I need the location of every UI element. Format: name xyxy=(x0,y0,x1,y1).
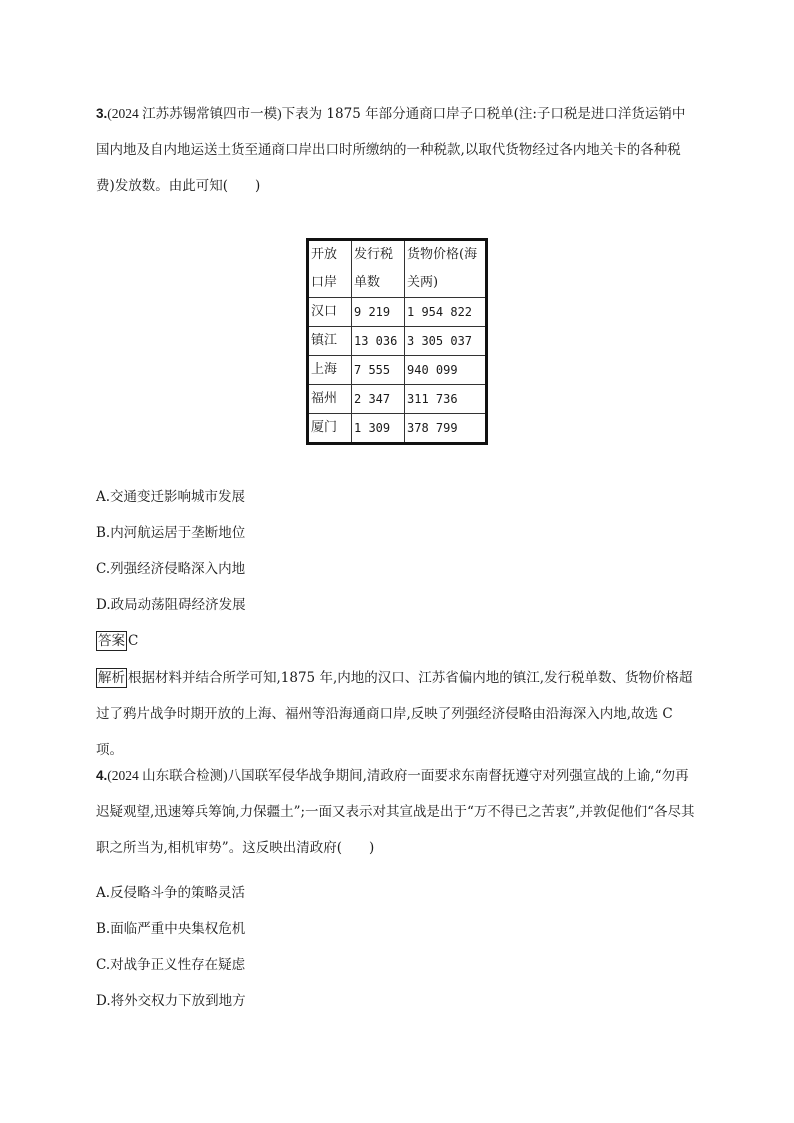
cell-port: 上海 xyxy=(308,356,352,385)
cell-tax-count: 13 036 xyxy=(352,327,405,356)
cell-tax-count: 2 347 xyxy=(352,385,405,414)
option-b: B.内河航运居于垄断地位 xyxy=(96,525,246,541)
cell-port: 镇江 xyxy=(308,327,352,356)
option-a: A.反侵略斗争的策略灵活 xyxy=(96,885,246,901)
cell-goods-value: 311 736 xyxy=(405,385,487,414)
answer-value: C xyxy=(128,633,139,649)
cell-port: 汉口 xyxy=(308,298,352,327)
question-number: 4. xyxy=(96,768,108,783)
option-c: C.对战争正义性存在疑虑 xyxy=(96,957,246,973)
question-text: 下表为 1875 年部分通商口岸子口税单(注:子口税是进口洋货运销中国内地及自内地运送土货至通商口岸出口时所缴纳的一种税款,以取代货物经过各内地关卡的各种税费)发放数。由此可知( ) xyxy=(96,106,686,194)
table-row xyxy=(308,356,487,385)
cell-tax-count: 9 219 xyxy=(352,298,405,327)
table-row xyxy=(308,414,487,444)
question-source: (2024 山东联合检测) xyxy=(107,768,228,783)
cell-port: 厦门 xyxy=(308,414,352,444)
table-row xyxy=(308,327,487,356)
question-number: 3. xyxy=(96,106,108,121)
question-4-stem xyxy=(96,758,696,866)
cell-port: 福州 xyxy=(308,385,352,414)
cell-goods-value: 378 799 xyxy=(405,414,487,444)
question-3-stem xyxy=(96,96,696,204)
option-a: A.交通变迁影响城市发展 xyxy=(96,489,246,505)
question-source: (2024 江苏苏锡常镇四市一模) xyxy=(107,106,282,121)
question-text: 八国联军侵华战争期间,清政府一面要求东南督抚遵守对列强宣战的上谕,“勿再迟疑观望,迅速筹兵筹饷,力保疆土”;一面又表示对其宣战是出于“万不得已之苦衷”,并敦促他们“各尽其职之所当为,相机审势”。这反映出清政府( ) xyxy=(96,768,695,856)
answer-row xyxy=(96,631,696,651)
cell-goods-value: 1 954 822 xyxy=(405,298,487,327)
header-tax-count: 发行税单数 xyxy=(352,240,405,298)
option-c: C.列强经济侵略深入内地 xyxy=(96,561,246,577)
header-port: 开放口岸 xyxy=(308,240,352,298)
option-b: B.面临严重中央集权危机 xyxy=(96,921,246,937)
option-d: D.政局动荡阻碍经济发展 xyxy=(96,597,246,613)
cell-goods-value: 940 099 xyxy=(405,356,487,385)
tax-table xyxy=(306,238,488,445)
explanation-text: 根据材料并结合所学可知,1875 年,内地的汉口、江苏省偏内地的镇江,发行税单数、货物价格超过了鸦片战争时期开放的上海、福州等沿海通商口岸,反映了列强经济侵略由沿海深入内地,故选 C 项。 xyxy=(96,670,693,758)
option-d: D.将外交权力下放到地方 xyxy=(96,993,246,1009)
explanation xyxy=(96,660,696,768)
table-row xyxy=(308,385,487,414)
header-goods-value: 货物价格(海关两) xyxy=(405,240,487,298)
answer-tag: 答案 xyxy=(98,633,125,649)
table-row xyxy=(308,298,487,327)
cell-goods-value: 3 305 037 xyxy=(405,327,487,356)
explanation-tag: 解析 xyxy=(98,670,125,686)
cell-tax-count: 1 309 xyxy=(352,414,405,444)
table-header-row xyxy=(308,240,487,298)
cell-tax-count: 7 555 xyxy=(352,356,405,385)
